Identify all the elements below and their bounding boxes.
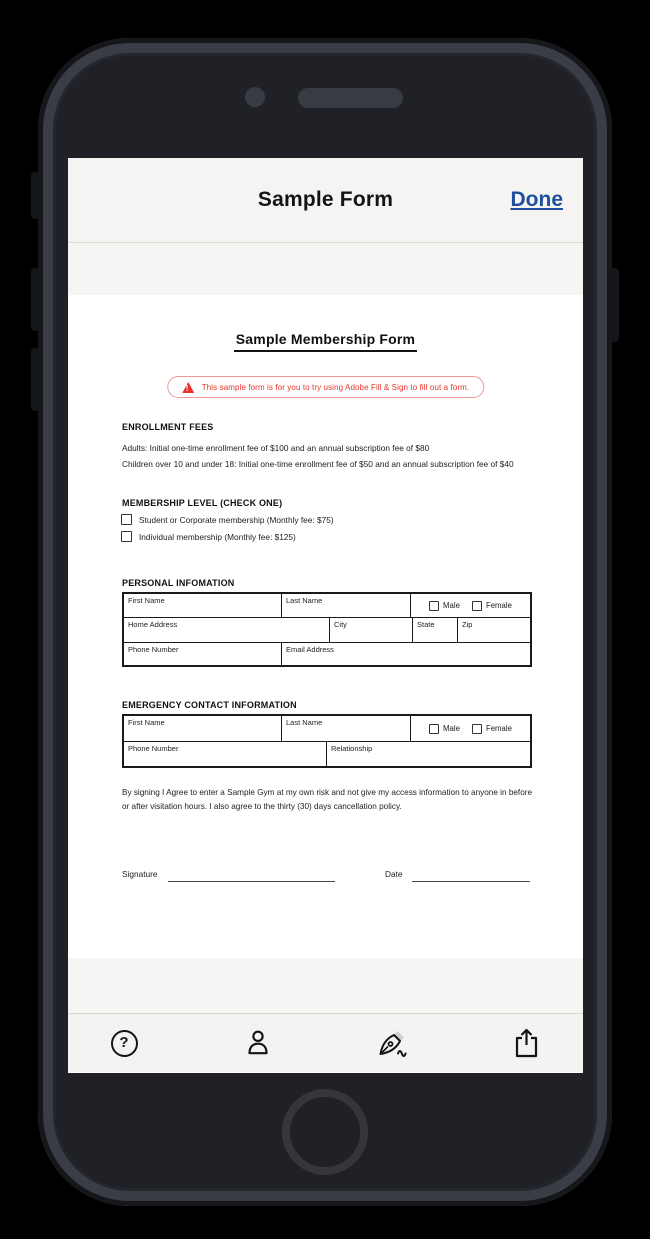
emergency-male-label: Male (443, 724, 460, 733)
enrollment-adults-line: Adults: Initial one-time enrollment fee of $100 and an annual subscription fee of $80 (122, 443, 430, 453)
home-button[interactable] (282, 1089, 368, 1175)
emergency-contact-table (122, 714, 532, 768)
enrollment-heading: ENROLLMENT FEES (122, 422, 214, 432)
last-name-label: Last Name (286, 596, 323, 605)
state-field[interactable] (412, 618, 457, 642)
table-row (124, 594, 530, 617)
emergency-female-label: Female (485, 724, 512, 733)
city-label: City (334, 620, 347, 629)
warning-text: This sample form is for you to try using Adobe Fill & Sign to fill out a form. (201, 382, 470, 392)
membership-heading: MEMBERSHIP LEVEL (CHECK ONE) (122, 498, 283, 508)
enrollment-children-line: Children over 10 and under 18: Initial one-time enrollment fee of $50 and an annual subscription fee of $40 (122, 459, 514, 469)
male-label: Male (443, 601, 460, 610)
membership-option-student[interactable] (121, 514, 334, 525)
sign-pen-icon (377, 1029, 409, 1057)
gender-field (410, 594, 530, 617)
nav-bar (68, 158, 583, 243)
document-margin-top (68, 243, 583, 295)
emergency-phone-label: Phone Number (128, 744, 179, 753)
relationship-field[interactable] (326, 742, 530, 766)
table-row (124, 617, 530, 642)
share-button[interactable] (511, 1027, 543, 1059)
membership-option-individual[interactable] (121, 531, 296, 542)
app-screen (68, 158, 583, 1073)
female-checkbox[interactable] (472, 601, 482, 611)
emergency-heading: EMERGENCY CONTACT INFORMATION (122, 700, 297, 710)
signature-button[interactable] (377, 1027, 409, 1059)
emergency-male-checkbox[interactable] (429, 724, 439, 734)
agreement-text: By signing I Agree to enter a Sample Gym at my own risk and not give my access information to anyone in before or after visitation hours. I also agree to the thirty (30) days cancellation policy. (122, 788, 533, 811)
individual-checkbox[interactable] (121, 531, 132, 542)
document-page (68, 295, 583, 958)
male-option[interactable] (429, 601, 460, 611)
first-name-label: First Name (128, 596, 165, 605)
help-glyph: ? (119, 1034, 129, 1051)
phone-number-field[interactable] (124, 643, 281, 665)
emergency-first-name-field[interactable] (124, 716, 281, 741)
female-option[interactable] (472, 601, 512, 611)
phone-number-label: Phone Number (128, 645, 179, 654)
email-address-field[interactable] (281, 643, 530, 665)
profile-icon (244, 1029, 272, 1057)
home-address-field[interactable] (124, 618, 329, 642)
earpiece-speaker (298, 88, 403, 108)
warning-triangle-icon (182, 382, 194, 393)
help-button[interactable] (108, 1027, 140, 1059)
help-icon (111, 1030, 138, 1057)
emergency-first-name-label: First Name (128, 718, 165, 727)
emergency-gender-field (410, 716, 530, 741)
signature-line[interactable] (168, 881, 335, 882)
emergency-phone-field[interactable] (124, 742, 326, 766)
last-name-field[interactable] (281, 594, 410, 617)
personal-info-table (122, 592, 532, 667)
share-icon (513, 1028, 540, 1059)
bottom-toolbar (68, 1013, 583, 1072)
date-line[interactable] (412, 881, 530, 882)
personal-heading: PERSONAL INFOMATION (122, 578, 235, 588)
email-address-label: Email Address (286, 645, 334, 654)
emergency-female-option[interactable] (472, 724, 512, 734)
table-row (124, 716, 530, 741)
home-address-label: Home Address (128, 620, 178, 629)
table-row (124, 741, 530, 766)
emergency-last-name-label: Last Name (286, 718, 323, 727)
female-label: Female (485, 601, 512, 610)
table-row (124, 642, 530, 665)
city-field[interactable] (329, 618, 412, 642)
relationship-label: Relationship (331, 744, 373, 753)
male-checkbox[interactable] (429, 601, 439, 611)
emergency-female-checkbox[interactable] (472, 724, 482, 734)
document-title-wrap (68, 331, 583, 352)
emergency-last-name-field[interactable] (281, 716, 410, 741)
student-option-label: Student or Corporate membership (Monthly fee: $75) (139, 514, 334, 525)
signature-label: Signature (122, 869, 158, 879)
zip-label: Zip (462, 620, 473, 629)
emergency-male-option[interactable] (429, 724, 460, 734)
document-margin-bottom (68, 958, 583, 1013)
warning-banner (167, 376, 484, 398)
individual-option-label: Individual membership (Monthly fee: $125) (139, 531, 296, 542)
front-camera (245, 87, 265, 107)
document-title: Sample Membership Form (234, 331, 417, 352)
date-label: Date (385, 869, 403, 879)
profile-button[interactable] (242, 1027, 274, 1059)
done-button[interactable]: Done (510, 188, 563, 211)
student-checkbox[interactable] (121, 514, 132, 525)
state-label: State (417, 620, 435, 629)
page-title: Sample Form (257, 188, 394, 211)
zip-field[interactable] (457, 618, 530, 642)
first-name-field[interactable] (124, 594, 281, 617)
